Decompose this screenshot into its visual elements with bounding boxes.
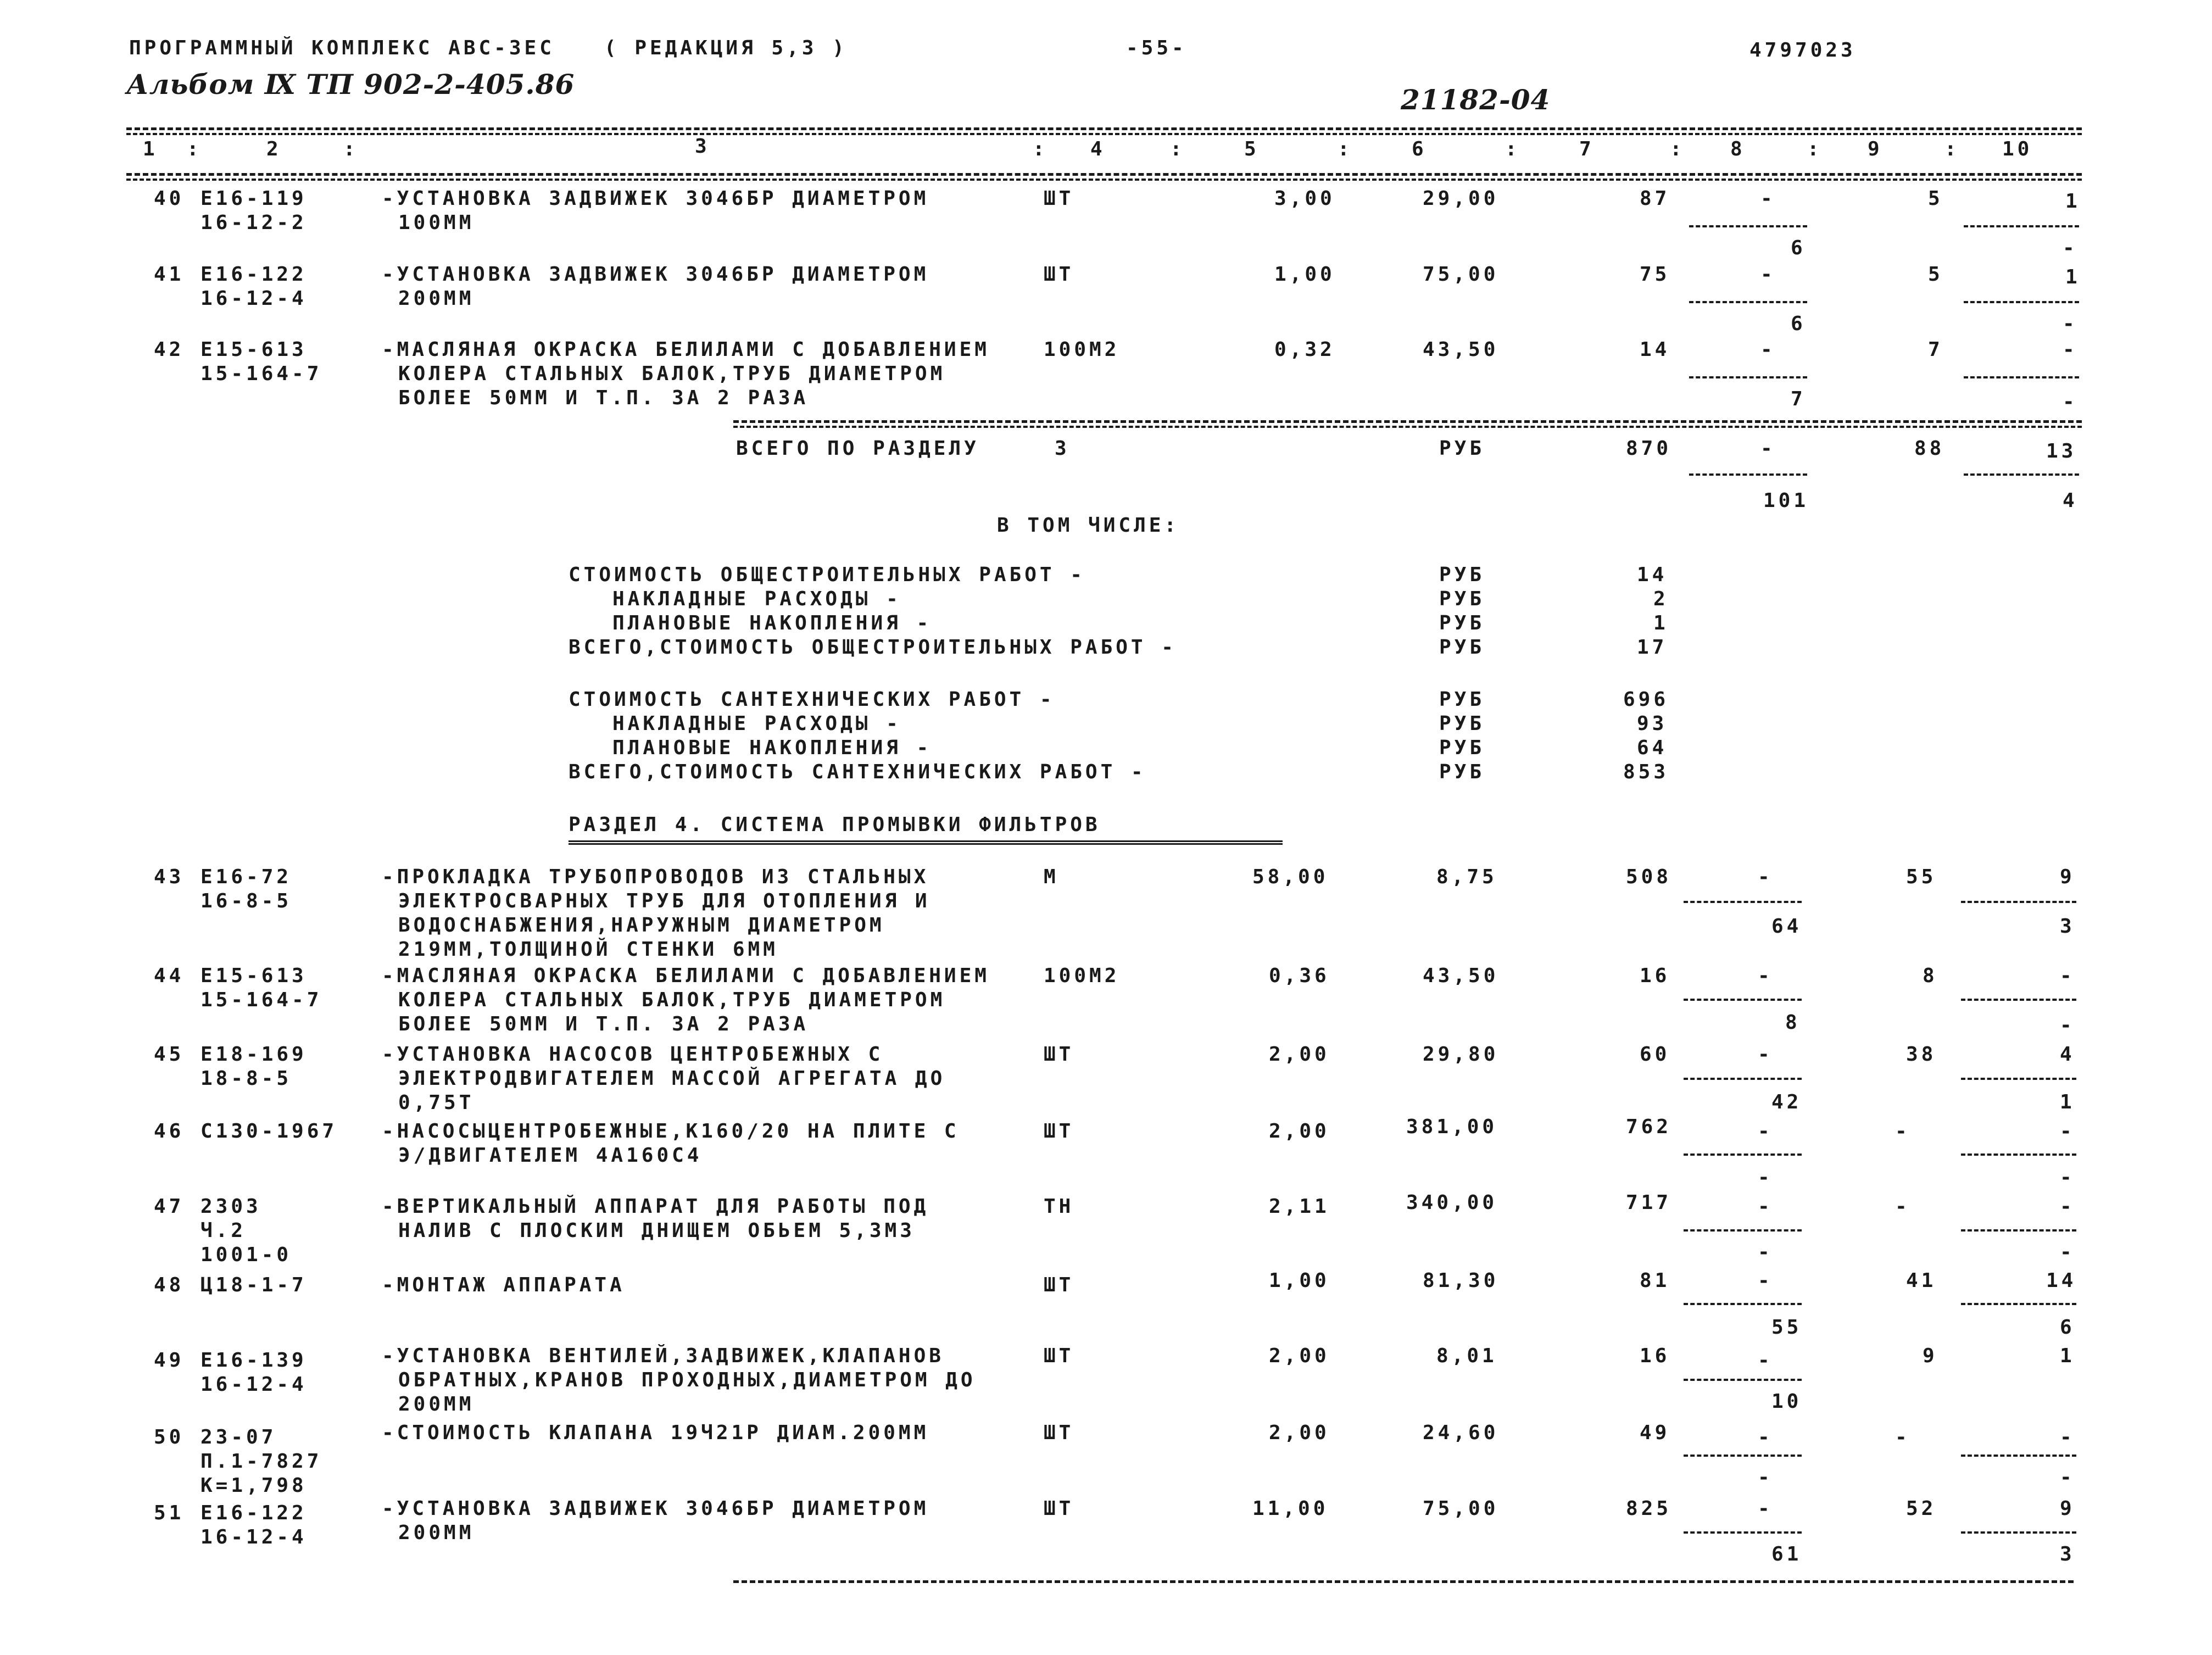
row-text: -ВЕРТИКАЛЬНЫЙ АППАРАТ ДЛЯ РАБОТЫ ПОД [382, 1195, 929, 1218]
fraction-line [1961, 1154, 2076, 1156]
header-rule-bottom [126, 173, 2082, 176]
row-price: 381,00 [1406, 1116, 1498, 1138]
fraction-line [1684, 1531, 1802, 1534]
row-total: 825 [1626, 1497, 1672, 1520]
row-number: 51 [154, 1502, 185, 1524]
row-col9: - [1895, 1195, 1910, 1218]
including-heading: В ТОМ ЧИСЛЕ: [997, 514, 1180, 537]
row-code: Е16-119 [200, 187, 307, 210]
row-col8: - [1758, 1120, 1773, 1143]
col-header-2: 2 [266, 138, 282, 160]
row-code: Ц18-1-7 [200, 1274, 307, 1296]
row-code: Ч.2 [200, 1219, 247, 1242]
row-code: 15-164-7 [200, 363, 322, 385]
row-col9: 55 [1906, 866, 1937, 888]
row-number: 41 [154, 263, 185, 286]
fraction-line [1961, 1531, 2076, 1534]
row-col8-lower: 64 [1771, 915, 1802, 938]
row-col8: - [1758, 866, 1773, 888]
row-col8-lower: 6 [1791, 313, 1806, 335]
page-number: -55- [1126, 37, 1187, 59]
row-qty: 0,36 [1269, 965, 1330, 987]
row-code: К=1,798 [200, 1474, 307, 1497]
row-col10: 9 [2060, 866, 2075, 888]
row-price: 340,00 [1406, 1191, 1498, 1214]
row-number: 48 [154, 1274, 185, 1296]
row-code: 16-12-4 [200, 287, 307, 310]
row-unit: ШТ [1044, 187, 1074, 210]
row-code: Е15-613 [200, 965, 307, 987]
row-code: Е16-122 [200, 1502, 307, 1524]
row-col10: - [2060, 965, 2075, 987]
row-code: 1001-0 [200, 1244, 292, 1266]
row-col9: 7 [1928, 338, 1943, 361]
row-qty: 1,00 [1269, 1269, 1330, 1292]
summary-unit: РУБ [1439, 737, 1485, 759]
row-price: 43,50 [1423, 965, 1499, 987]
row-col9: 5 [1928, 187, 1943, 210]
row-text: Э/ДВИГАТЕЛЕМ 4А160С4 [398, 1144, 703, 1167]
row-code: 15-164-7 [200, 989, 322, 1011]
summary-value: 696 [1623, 688, 1669, 711]
row-col9: 52 [1906, 1497, 1937, 1520]
row-qty: 2,00 [1269, 1422, 1330, 1444]
row-number: 49 [154, 1349, 185, 1372]
row-text: -СТОИМОСТЬ КЛАПАНА 19Ч21Р ДИАМ.200ММ [382, 1422, 929, 1444]
row-total: 16 [1640, 1345, 1670, 1367]
row-code: 23-07 [200, 1426, 277, 1448]
row-qty: 1,00 [1274, 263, 1335, 286]
fraction-line [1684, 999, 1802, 1001]
row-price: 75,00 [1423, 1497, 1499, 1520]
summary-value: 853 [1623, 761, 1669, 783]
row-col10-lower: - [2060, 1014, 2075, 1037]
row-number: 42 [154, 338, 185, 361]
row-total: 87 [1640, 187, 1670, 210]
summary-value: 14 [1637, 564, 1668, 586]
summary-value: 17 [1637, 636, 1668, 659]
row-unit: ШТ [1044, 1345, 1074, 1367]
row-text: -ПРОКЛАДКА ТРУБОПРОВОДОВ ИЗ СТАЛЬНЫХ [382, 866, 929, 888]
row-col8-lower: 10 [1771, 1390, 1802, 1413]
summary-value: 93 [1637, 712, 1668, 735]
total-rule [733, 420, 2082, 423]
row-col10: 1 [2065, 190, 2081, 213]
row-col8: - [1760, 187, 1776, 210]
summary-value: 64 [1637, 737, 1668, 759]
row-text: -МОНТАЖ АППАРАТА [382, 1274, 625, 1296]
row-text: ВОДОСНАБЖЕНИЯ,НАРУЖНЫМ ДИАМЕТРОМ [398, 914, 885, 937]
summary-label: ПЛАНОВЫЕ НАКОПЛЕНИЯ - [612, 737, 932, 759]
row-col8-lower: - [1758, 1466, 1773, 1489]
row-total: 508 [1626, 866, 1672, 888]
col-sep: : [1170, 138, 1185, 160]
header-rule-top-2 [126, 133, 2082, 135]
summary-unit: РУБ [1439, 612, 1485, 634]
section-underline [569, 840, 1283, 845]
summary-unit: РУБ [1439, 636, 1485, 659]
row-total: 14 [1640, 338, 1670, 361]
row-total: 81 [1640, 1269, 1670, 1292]
row-qty: 2,11 [1269, 1195, 1330, 1218]
row-price: 8,75 [1436, 866, 1497, 888]
total-rule-2 [733, 426, 2082, 428]
row-text: -НАСОСЫЦЕНТРОБЕЖНЫЕ,К160/20 НА ПЛИТЕ С [382, 1120, 960, 1143]
col-sep: : [1807, 138, 1823, 160]
row-text: КОЛЕРА СТАЛЬНЫХ БАЛОК,ТРУБ ДИАМЕТРОМ [398, 989, 946, 1011]
summary-unit: РУБ [1439, 761, 1485, 783]
row-unit: ШТ [1044, 1043, 1074, 1066]
fraction-line [1961, 1078, 2076, 1080]
fraction-line [1964, 225, 2079, 227]
row-text: -МАСЛЯНАЯ ОКРАСКА БЕЛИЛАМИ С ДОБАВЛЕНИЕМ [382, 965, 990, 987]
row-col8: - [1758, 965, 1773, 987]
footer-rule [733, 1580, 2074, 1583]
col-header-10: 10 [2002, 138, 2033, 160]
fraction-line [1689, 376, 1807, 378]
row-col10: - [2060, 1426, 2075, 1448]
fraction-line [1961, 1229, 2076, 1232]
summary-label: ВСЕГО,СТОИМОСТЬ САНТЕХНИЧЕСКИХ РАБОТ - [569, 761, 1146, 783]
fraction-line [1689, 473, 1807, 476]
row-col8: - [1760, 263, 1776, 286]
col-sep: : [1338, 138, 1353, 160]
fraction-line [1684, 901, 1802, 903]
row-col8-lower: 6 [1791, 237, 1806, 259]
fraction-line [1684, 1229, 1802, 1232]
col-sep: : [343, 138, 359, 160]
row-qty: 2,00 [1269, 1120, 1330, 1143]
section-total-value: 870 [1626, 437, 1672, 460]
row-qty: 2,00 [1269, 1345, 1330, 1367]
section-total-col8-lower: 101 [1763, 489, 1809, 512]
row-price: 29,80 [1423, 1043, 1499, 1066]
section-total-col8: - [1760, 437, 1776, 460]
row-price: 29,00 [1423, 187, 1499, 210]
row-code: Е15-613 [200, 338, 307, 361]
row-col10-lower: 1 [2060, 1091, 2075, 1113]
fraction-line [1684, 1154, 1802, 1156]
row-unit: ШТ [1044, 1274, 1074, 1296]
row-text: 219ММ,ТОЛЩИНОЙ СТЕНКИ 6ММ [398, 938, 778, 961]
row-text: 200ММ [398, 1393, 475, 1416]
row-qty: 3,00 [1274, 187, 1335, 210]
fraction-line [1964, 473, 2079, 476]
row-number: 43 [154, 866, 185, 888]
summary-label: НАКЛАДНЫЕ РАСХОДЫ - [612, 712, 901, 735]
summary-label: СТОИМОСТЬ ОБЩЕСТРОИТЕЛЬНЫХ РАБОТ - [569, 564, 1085, 586]
col-header-5: 5 [1244, 138, 1260, 160]
row-col8: - [1758, 1195, 1773, 1218]
row-total: 762 [1626, 1116, 1672, 1138]
row-code: Е18-169 [200, 1043, 307, 1066]
row-text: КОЛЕРА СТАЛЬНЫХ БАЛОК,ТРУБ ДИАМЕТРОМ [398, 363, 946, 385]
row-col8-lower: 55 [1771, 1316, 1802, 1339]
row-col10-lower: - [2060, 1241, 2075, 1263]
summary-unit: РУБ [1439, 688, 1485, 711]
row-number: 45 [154, 1043, 185, 1066]
document-code: 4797023 [1749, 39, 1856, 62]
row-code: Е16-122 [200, 263, 307, 286]
row-unit: ШТ [1044, 1120, 1074, 1143]
fraction-line [1684, 1455, 1802, 1457]
row-code: 18-8-5 [200, 1067, 292, 1090]
row-qty: 2,00 [1269, 1043, 1330, 1066]
summary-label: СТОИМОСТЬ САНТЕХНИЧЕСКИХ РАБОТ - [569, 688, 1055, 711]
col-header-4: 4 [1090, 138, 1106, 160]
section-total-label: ВСЕГО ПО РАЗДЕЛУ [736, 437, 979, 460]
row-text: НАЛИВ С ПЛОСКИМ ДНИЩЕМ ОБЬЕМ 5,3М3 [398, 1219, 915, 1242]
row-col9: - [1895, 1426, 1910, 1448]
section-total-col10-lower: 4 [2063, 489, 2078, 512]
row-unit: М [1044, 866, 1059, 888]
row-col8: - [1758, 1349, 1773, 1372]
row-col10-lower: - [2063, 313, 2078, 335]
row-text: -УСТАНОВКА ЗАДВИЖЕК 3046БР ДИАМЕТРОМ [382, 263, 929, 286]
col-header-3: 3 [695, 135, 710, 158]
row-text: 0,75Т [398, 1091, 475, 1114]
row-unit: ШТ [1044, 1497, 1074, 1520]
col-header-6: 6 [1412, 138, 1427, 160]
row-code: П.1-7827 [200, 1450, 322, 1473]
row-col10: 1 [2065, 266, 2081, 288]
col-sep: : [1033, 138, 1048, 160]
row-unit: 100М2 [1044, 965, 1120, 987]
col-sep: : [1944, 138, 1960, 160]
row-col8: - [1758, 1269, 1773, 1292]
row-col8-lower: 8 [1785, 1011, 1801, 1034]
row-unit: 100М2 [1044, 338, 1120, 361]
row-col8: - [1758, 1426, 1773, 1448]
row-unit: ТН [1044, 1195, 1074, 1218]
row-col10-lower: 3 [2060, 1543, 2075, 1565]
row-col8: - [1760, 338, 1776, 361]
summary-unit: РУБ [1439, 588, 1485, 610]
fraction-line [1689, 301, 1807, 303]
fraction-line [1961, 1455, 2076, 1457]
row-number: 46 [154, 1120, 185, 1143]
row-code: Е16-139 [200, 1349, 307, 1372]
row-total: 60 [1640, 1043, 1670, 1066]
row-col8-lower: - [1758, 1241, 1773, 1263]
row-code: 16-12-4 [200, 1373, 307, 1396]
row-col10: 4 [2060, 1043, 2075, 1066]
row-text: 200ММ [398, 287, 475, 310]
row-total: 717 [1626, 1191, 1672, 1214]
summary-label: ПЛАНОВЫЕ НАКОПЛЕНИЯ - [612, 612, 932, 634]
row-text: -УСТАНОВКА НАСОСОВ ЦЕНТРОБЕЖНЫХ С [382, 1043, 884, 1066]
row-text: БОЛЕЕ 50ММ И Т.П. ЗА 2 РАЗА [398, 387, 809, 409]
row-unit: ШТ [1044, 263, 1074, 286]
row-qty: 0,32 [1274, 338, 1335, 361]
row-col8-lower: 7 [1791, 388, 1806, 410]
row-price: 75,00 [1423, 263, 1499, 286]
col-sep: : [187, 138, 202, 160]
row-text: -УСТАНОВКА ВЕНТИЛЕЙ,ЗАДВИЖЕК,КЛАПАНОВ [382, 1345, 944, 1367]
fraction-line [1964, 376, 2079, 378]
fraction-line [1961, 901, 2076, 903]
row-col8-lower: 42 [1771, 1091, 1802, 1113]
section-total-col9: 88 [1914, 437, 1945, 460]
summary-label: ВСЕГО,СТОИМОСТЬ ОБЩЕСТРОИТЕЛЬНЫХ РАБОТ - [569, 636, 1177, 659]
row-col9: 5 [1928, 263, 1943, 286]
row-col10: 9 [2060, 1497, 2075, 1520]
section-heading: РАЗДЕЛ 4. СИСТЕМА ПРОМЫВКИ ФИЛЬТРОВ [569, 813, 1101, 836]
section-total-unit: РУБ [1439, 437, 1485, 460]
fraction-line [1684, 1078, 1802, 1080]
row-code: Е16-72 [200, 866, 292, 888]
row-text: 200ММ [398, 1522, 475, 1544]
summary-label: НАКЛАДНЫЕ РАСХОДЫ - [612, 588, 901, 610]
row-col9: 41 [1906, 1269, 1937, 1292]
row-text: ЭЛЕКТРОДВИГАТЕЛЕМ МАССОЙ АГРЕГАТА ДО [398, 1067, 946, 1090]
row-col10-lower: - [2063, 237, 2078, 259]
row-col10: 1 [2060, 1345, 2075, 1367]
edition: ( РЕДАКЦИЯ 5,3 ) [604, 37, 848, 59]
summary-unit: РУБ [1439, 564, 1485, 586]
row-col9: - [1895, 1120, 1910, 1143]
row-col10: - [2060, 1120, 2075, 1143]
row-text: -МАСЛЯНАЯ ОКРАСКА БЕЛИЛАМИ С ДОБАВЛЕНИЕМ [382, 338, 990, 361]
row-col10: 14 [2046, 1269, 2077, 1292]
row-col9: 38 [1906, 1043, 1937, 1066]
fraction-line [1689, 225, 1807, 227]
row-price: 43,50 [1423, 338, 1499, 361]
col-header-1: 1 [143, 138, 158, 160]
row-unit: ШТ [1044, 1422, 1074, 1444]
row-col10-lower: 3 [2060, 915, 2075, 938]
fraction-line [1684, 1303, 1802, 1305]
col-header-7: 7 [1579, 138, 1595, 160]
row-total: 75 [1640, 263, 1670, 286]
row-code: 16-12-4 [200, 1526, 307, 1548]
fraction-line [1961, 999, 2076, 1001]
row-text: ОБРАТНЫХ,КРАНОВ ПРОХОДНЫХ,ДИАМЕТРОМ ДО [398, 1369, 976, 1391]
header-rule-bottom-2 [126, 179, 2082, 181]
row-price: 24,60 [1423, 1422, 1499, 1444]
summary-unit: РУБ [1439, 712, 1485, 735]
fraction-line [1964, 301, 2079, 303]
row-number: 47 [154, 1195, 185, 1218]
summary-value: 1 [1653, 612, 1669, 634]
row-col9: 8 [1923, 965, 1938, 987]
row-code: С130-1967 [200, 1120, 338, 1143]
row-col10-lower: - [2060, 1166, 2075, 1189]
col-header-9: 9 [1868, 138, 1883, 160]
col-sep: : [1670, 138, 1685, 160]
row-code: 16-8-5 [200, 890, 292, 912]
row-code: 16-12-2 [200, 211, 307, 234]
row-col8-lower: - [1758, 1166, 1773, 1189]
row-col10-lower: - [2060, 1466, 2075, 1489]
row-col10-lower: - [2063, 391, 2078, 413]
row-col10: - [2060, 1195, 2075, 1218]
row-text: БОЛЕЕ 50ММ И Т.П. ЗА 2 РАЗА [398, 1013, 809, 1035]
row-col10-lower: 6 [2060, 1316, 2075, 1339]
col-header-8: 8 [1730, 138, 1746, 160]
fraction-line [1684, 1379, 1802, 1381]
row-col8: - [1758, 1497, 1773, 1520]
row-total: 49 [1640, 1422, 1670, 1444]
album-reference: Альбом Ⅸ ТП 902-2-405.86 [126, 68, 575, 101]
row-text: ЭЛЕКТРОСВАРНЫХ ТРУБ ДЛЯ ОТОПЛЕНИЯ И [398, 890, 931, 912]
section-total-col10: 13 [2046, 440, 2077, 462]
row-col9: 9 [1923, 1345, 1938, 1367]
col-sep: : [1505, 138, 1520, 160]
row-qty: 11,00 [1252, 1497, 1329, 1520]
row-number: 50 [154, 1426, 185, 1448]
row-price: 8,01 [1436, 1345, 1497, 1367]
row-col8-lower: 61 [1771, 1543, 1802, 1565]
row-number: 40 [154, 187, 185, 210]
row-col8: - [1758, 1043, 1773, 1066]
handwritten-doc-number: 21182-04 [1401, 83, 1551, 116]
row-total: 16 [1640, 965, 1670, 987]
row-qty: 58,00 [1252, 866, 1329, 888]
row-code: 2303 [200, 1195, 261, 1218]
header-rule-top [126, 127, 2082, 130]
section-total-section: 3 [1055, 437, 1070, 460]
row-text: 100ММ [398, 211, 475, 234]
row-text: -УСТАНОВКА ЗАДВИЖЕК 3046БР ДИАМЕТРОМ [382, 187, 929, 210]
row-text: -УСТАНОВКА ЗАДВИЖЕК 3046БР ДИАМЕТРОМ [382, 1497, 929, 1520]
summary-value: 2 [1653, 588, 1669, 610]
row-price: 81,30 [1423, 1269, 1499, 1292]
row-col10: - [2063, 338, 2078, 361]
program-name: ПРОГРАММНЫЙ КОМПЛЕКС АВС-3ЕС [129, 37, 555, 59]
row-number: 44 [154, 965, 185, 987]
fraction-line [1961, 1303, 2076, 1305]
